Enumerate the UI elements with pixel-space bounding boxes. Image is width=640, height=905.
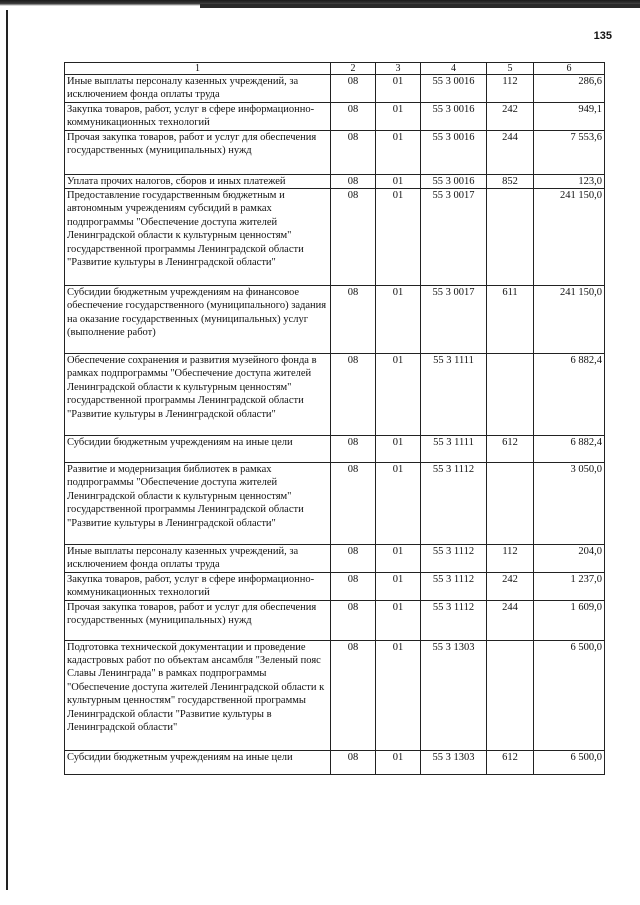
row-expense-type xyxy=(487,354,534,436)
row-section: 08 xyxy=(331,436,376,463)
header-col-5: 5 xyxy=(487,63,534,75)
scan-edge-top-band xyxy=(200,4,640,8)
row-expense-type: 244 xyxy=(487,130,534,174)
row-target-code: 55 3 1112 xyxy=(421,600,487,640)
row-section: 08 xyxy=(331,572,376,600)
row-amount: 1 609,0 xyxy=(534,600,605,640)
row-name: Подготовка технической документации и проведение кадастровых работ по объектам ансамбля "Зеленый пояс Славы Ленинграда" в рамках подпрограммы "Обеспечение доступа жителей Ленинградской области к культурным ценностям" государственной программы Ленинградской области "Развитие культуры в Ленинградской области" xyxy=(65,640,331,750)
row-subsection: 01 xyxy=(376,436,421,463)
row-amount: 6 882,4 xyxy=(534,354,605,436)
table-row xyxy=(65,174,605,188)
table-row xyxy=(65,286,605,354)
row-subsection: 01 xyxy=(376,600,421,640)
table-row xyxy=(65,600,605,640)
row-target-code: 55 3 1112 xyxy=(421,572,487,600)
table-row xyxy=(65,354,605,436)
header-col-6: 6 xyxy=(534,63,605,75)
row-target-code: 55 3 0016 xyxy=(421,102,487,130)
row-amount: 286,6 xyxy=(534,75,605,103)
row-expense-type xyxy=(487,463,534,545)
row-name: Прочая закупка товаров, работ и услуг для обеспечения государственных (муниципальных) нужд xyxy=(65,130,331,174)
row-name: Уплата прочих налогов, сборов и иных платежей xyxy=(65,174,331,188)
table-row xyxy=(65,130,605,174)
row-name: Развитие и модернизация библиотек в рамках подпрограммы "Обеспечение доступа жителей Ленинградской области к культурным ценностям" государственной программы Ленинградской области "Развитие культуры в Ленинградской области" xyxy=(65,463,331,545)
row-expense-type: 242 xyxy=(487,102,534,130)
row-amount: 7 553,6 xyxy=(534,130,605,174)
row-section: 08 xyxy=(331,189,376,286)
row-subsection: 01 xyxy=(376,102,421,130)
header-col-3: 3 xyxy=(376,63,421,75)
row-section: 08 xyxy=(331,102,376,130)
row-subsection: 01 xyxy=(376,640,421,750)
row-subsection: 01 xyxy=(376,286,421,354)
row-name: Иные выплаты персоналу казенных учреждений, за исключением фонда оплаты труда xyxy=(65,75,331,103)
row-subsection: 01 xyxy=(376,750,421,774)
row-section: 08 xyxy=(331,130,376,174)
row-name: Субсидии бюджетным учреждениям на иные цели xyxy=(65,436,331,463)
row-subsection: 01 xyxy=(376,572,421,600)
row-target-code: 55 3 0017 xyxy=(421,286,487,354)
table-row xyxy=(65,436,605,463)
table-row xyxy=(65,75,605,103)
header-col-4: 4 xyxy=(421,63,487,75)
row-subsection: 01 xyxy=(376,130,421,174)
row-target-code: 55 3 0017 xyxy=(421,189,487,286)
row-section: 08 xyxy=(331,545,376,573)
row-expense-type: 852 xyxy=(487,174,534,188)
scan-edge-left xyxy=(6,10,8,890)
row-name: Прочая закупка товаров, работ и услуг для обеспечения государственных (муниципальных) нужд xyxy=(65,600,331,640)
row-target-code: 55 3 0016 xyxy=(421,174,487,188)
row-section: 08 xyxy=(331,463,376,545)
row-expense-type: 612 xyxy=(487,750,534,774)
row-target-code: 55 3 1112 xyxy=(421,545,487,573)
table-row xyxy=(65,750,605,774)
row-section: 08 xyxy=(331,75,376,103)
row-expense-type xyxy=(487,640,534,750)
table-header-row xyxy=(65,63,605,75)
row-name: Субсидии бюджетным учреждениям на финансовое обеспечение государственного (муниципального) задания на оказание государственных (муниципальных) услуг (выполнение работ) xyxy=(65,286,331,354)
row-expense-type: 611 xyxy=(487,286,534,354)
row-subsection: 01 xyxy=(376,174,421,188)
row-target-code: 55 3 1111 xyxy=(421,354,487,436)
header-col-2: 2 xyxy=(331,63,376,75)
row-target-code: 55 3 1303 xyxy=(421,750,487,774)
row-name: Иные выплаты персоналу казенных учреждений, за исключением фонда оплаты труда xyxy=(65,545,331,573)
row-subsection: 01 xyxy=(376,463,421,545)
row-section: 08 xyxy=(331,354,376,436)
row-amount: 6 500,0 xyxy=(534,640,605,750)
row-name: Закупка товаров, работ, услуг в сфере информационно-коммуникационных технологий xyxy=(65,102,331,130)
row-expense-type: 112 xyxy=(487,75,534,103)
row-amount: 204,0 xyxy=(534,545,605,573)
row-amount: 241 150,0 xyxy=(534,286,605,354)
row-target-code: 55 3 0016 xyxy=(421,130,487,174)
table-row xyxy=(65,189,605,286)
row-subsection: 01 xyxy=(376,354,421,436)
row-amount: 6 882,4 xyxy=(534,436,605,463)
row-name: Обеспечение сохранения и развития музейного фонда в рамках подпрограммы "Обеспечение доступа жителей Ленинградской области к культурным ценностям" государственной программы Ленинградской области "Развитие культуры в Ленинградской области" xyxy=(65,354,331,436)
row-name: Предоставление государственным бюджетным и автономным учреждениям субсидий в рамках подпрограммы "Обеспечение доступа жителей Ленинградской области к культурным ценностям" государственной программы Ленинградской области "Развитие культуры в Ленинградской области" xyxy=(65,189,331,286)
row-section: 08 xyxy=(331,750,376,774)
row-subsection: 01 xyxy=(376,545,421,573)
row-expense-type: 612 xyxy=(487,436,534,463)
row-section: 08 xyxy=(331,600,376,640)
table-row xyxy=(65,572,605,600)
row-expense-type: 244 xyxy=(487,600,534,640)
row-section: 08 xyxy=(331,286,376,354)
table-row xyxy=(65,545,605,573)
row-amount: 6 500,0 xyxy=(534,750,605,774)
row-amount: 3 050,0 xyxy=(534,463,605,545)
row-target-code: 55 3 0016 xyxy=(421,75,487,103)
row-name: Субсидии бюджетным учреждениям на иные цели xyxy=(65,750,331,774)
budget-table xyxy=(64,62,605,775)
row-expense-type: 112 xyxy=(487,545,534,573)
page-number: 135 xyxy=(593,30,612,42)
row-amount: 1 237,0 xyxy=(534,572,605,600)
row-name: Закупка товаров, работ, услуг в сфере информационно-коммуникационных технологий xyxy=(65,572,331,600)
row-expense-type: 242 xyxy=(487,572,534,600)
row-amount: 241 150,0 xyxy=(534,189,605,286)
row-subsection: 01 xyxy=(376,75,421,103)
row-target-code: 55 3 1112 xyxy=(421,463,487,545)
table-row xyxy=(65,640,605,750)
row-amount: 123,0 xyxy=(534,174,605,188)
table-row xyxy=(65,102,605,130)
row-section: 08 xyxy=(331,640,376,750)
row-section: 08 xyxy=(331,174,376,188)
row-amount: 949,1 xyxy=(534,102,605,130)
row-target-code: 55 3 1303 xyxy=(421,640,487,750)
row-target-code: 55 3 1111 xyxy=(421,436,487,463)
header-col-1: 1 xyxy=(65,63,331,75)
table-row xyxy=(65,463,605,545)
row-expense-type xyxy=(487,189,534,286)
row-subsection: 01 xyxy=(376,189,421,286)
